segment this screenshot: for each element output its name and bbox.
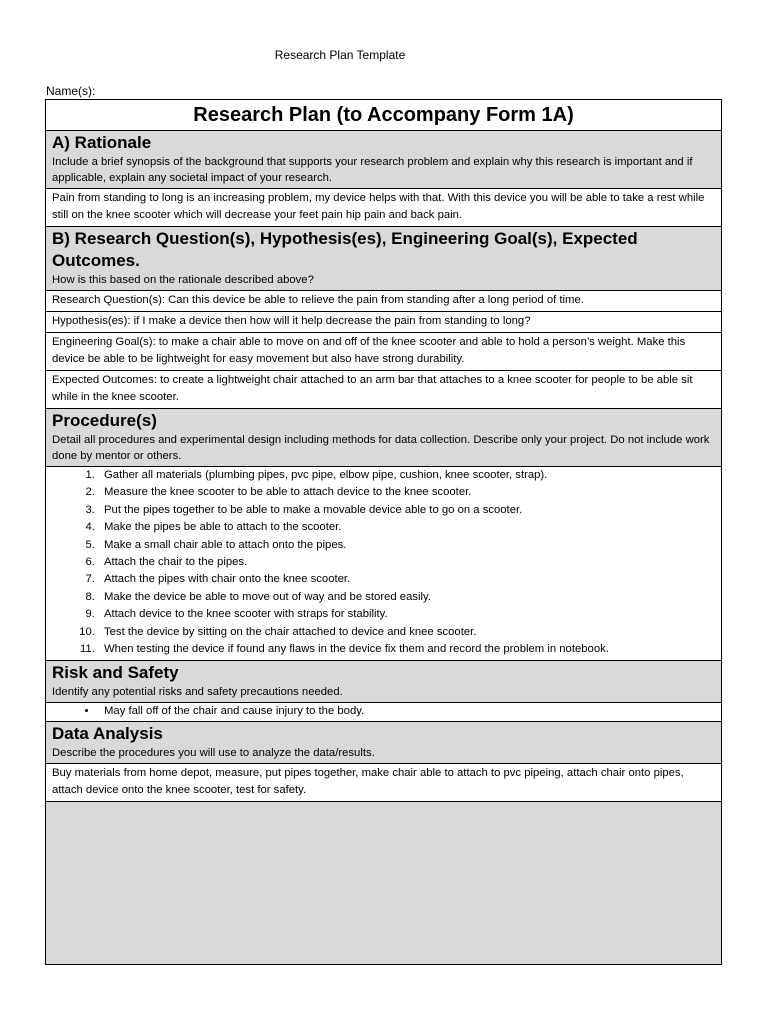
rationale-header <box>46 131 721 189</box>
risk-header <box>46 661 721 703</box>
procedure-description: Detail all procedures and experimental design including methods for data collection. Describe only your project. Do not include work done by mentor or others. <box>52 434 710 462</box>
analysis-title: Data Analysis <box>52 724 163 744</box>
risk-description: Identify any potential risks and safety precautions needed. <box>52 686 343 699</box>
risk-title: Risk and Safety <box>52 663 179 683</box>
procedure-steps-list[interactable] <box>46 467 721 661</box>
engineering-goal-answer[interactable]: Engineering Goal(s): to make a chair able to move on and off of the knee scooter and able to hold a person’s weight. Make this device be able to be lightweight for easy movement but also have strong durability. <box>46 333 721 371</box>
procedure-header <box>46 409 721 467</box>
names-label: Name(s): <box>46 84 96 98</box>
questions-header <box>46 227 721 291</box>
procedure-step: 8. Make the device be able to move out of way and be stored easily. <box>98 589 715 606</box>
procedure-step: 9. Attach device to the knee scooter with straps for stability. <box>98 606 715 623</box>
expected-outcomes-answer[interactable]: Expected Outcomes: to create a lightweight chair attached to an arm bar that attaches to a knee scooter for people to be able sit while in the knee scooter. <box>46 371 721 409</box>
procedure-step: 10. Test the device by sitting on the chair attached to device and knee scooter. <box>98 624 715 641</box>
analysis-answer[interactable]: Buy materials from home depot, measure, put pipes together, make chair able to attach to pvc pipeing, attach chair onto pipes, attach device onto the knee scooter, test for safety. <box>46 764 721 802</box>
risk-list[interactable] <box>46 703 721 722</box>
procedure-step: 4. Make the pipes be able to attach to the scooter. <box>98 519 715 536</box>
procedure-step: 6. Attach the chair to the pipes. <box>98 554 715 571</box>
procedure-step: 11. When testing the device if found any flaws in the device fix them and record the problem in notebook. <box>98 641 715 658</box>
procedure-step: 5. Make a small chair able to attach onto the pipes. <box>98 537 715 554</box>
procedure-step: 1. Gather all materials (plumbing pipes, pvc pipe, elbow pipe, cushion, knee scooter, strap). <box>98 467 715 484</box>
rationale-description: Include a brief synopsis of the background that supports your research problem and explain why this research is important and if applicable, explain any societal impact of your research. <box>52 156 693 184</box>
procedure-step: 2. Measure the knee scooter to be able to attach device to the knee scooter. <box>98 484 715 501</box>
questions-description: How is this based on the rationale described above? <box>52 274 314 286</box>
rationale-answer[interactable]: Pain from standing to long is an increasing problem, my device helps with that. With this device you will be able to take a rest while still on the knee scooter which will decrease your feet pain hip pain and back pain. <box>46 189 721 227</box>
page-header: Research Plan Template <box>274 48 406 62</box>
hypothesis-answer[interactable]: Hypothesis(es): if I make a device then how will it help decrease the pain from standing to long? <box>46 312 721 333</box>
research-plan-form <box>45 99 722 965</box>
empty-shaded-area <box>46 802 721 964</box>
form-title: Research Plan (to Accompany Form 1A) <box>46 100 721 131</box>
procedure-step: 7. Attach the pipes with chair onto the knee scooter. <box>98 571 715 588</box>
analysis-header <box>46 722 721 764</box>
procedure-step: 3. Put the pipes together to be able to make a movable device able to go on a scooter. <box>98 502 715 519</box>
procedure-title: Procedure(s) <box>52 411 157 430</box>
risk-item: • May fall off of the chair and cause injury to the body. <box>98 703 715 720</box>
analysis-description: Describe the procedures you will use to analyze the data/results. <box>52 747 375 760</box>
questions-title: B) Research Question(s), Hypothesis(es), Engineering Goal(s), Expected Outcomes. <box>52 229 638 270</box>
rationale-title: A) Rationale <box>52 133 152 152</box>
research-question-answer[interactable]: Research Question(s): Can this device be able to relieve the pain from standing after a long period of time. <box>46 291 721 312</box>
